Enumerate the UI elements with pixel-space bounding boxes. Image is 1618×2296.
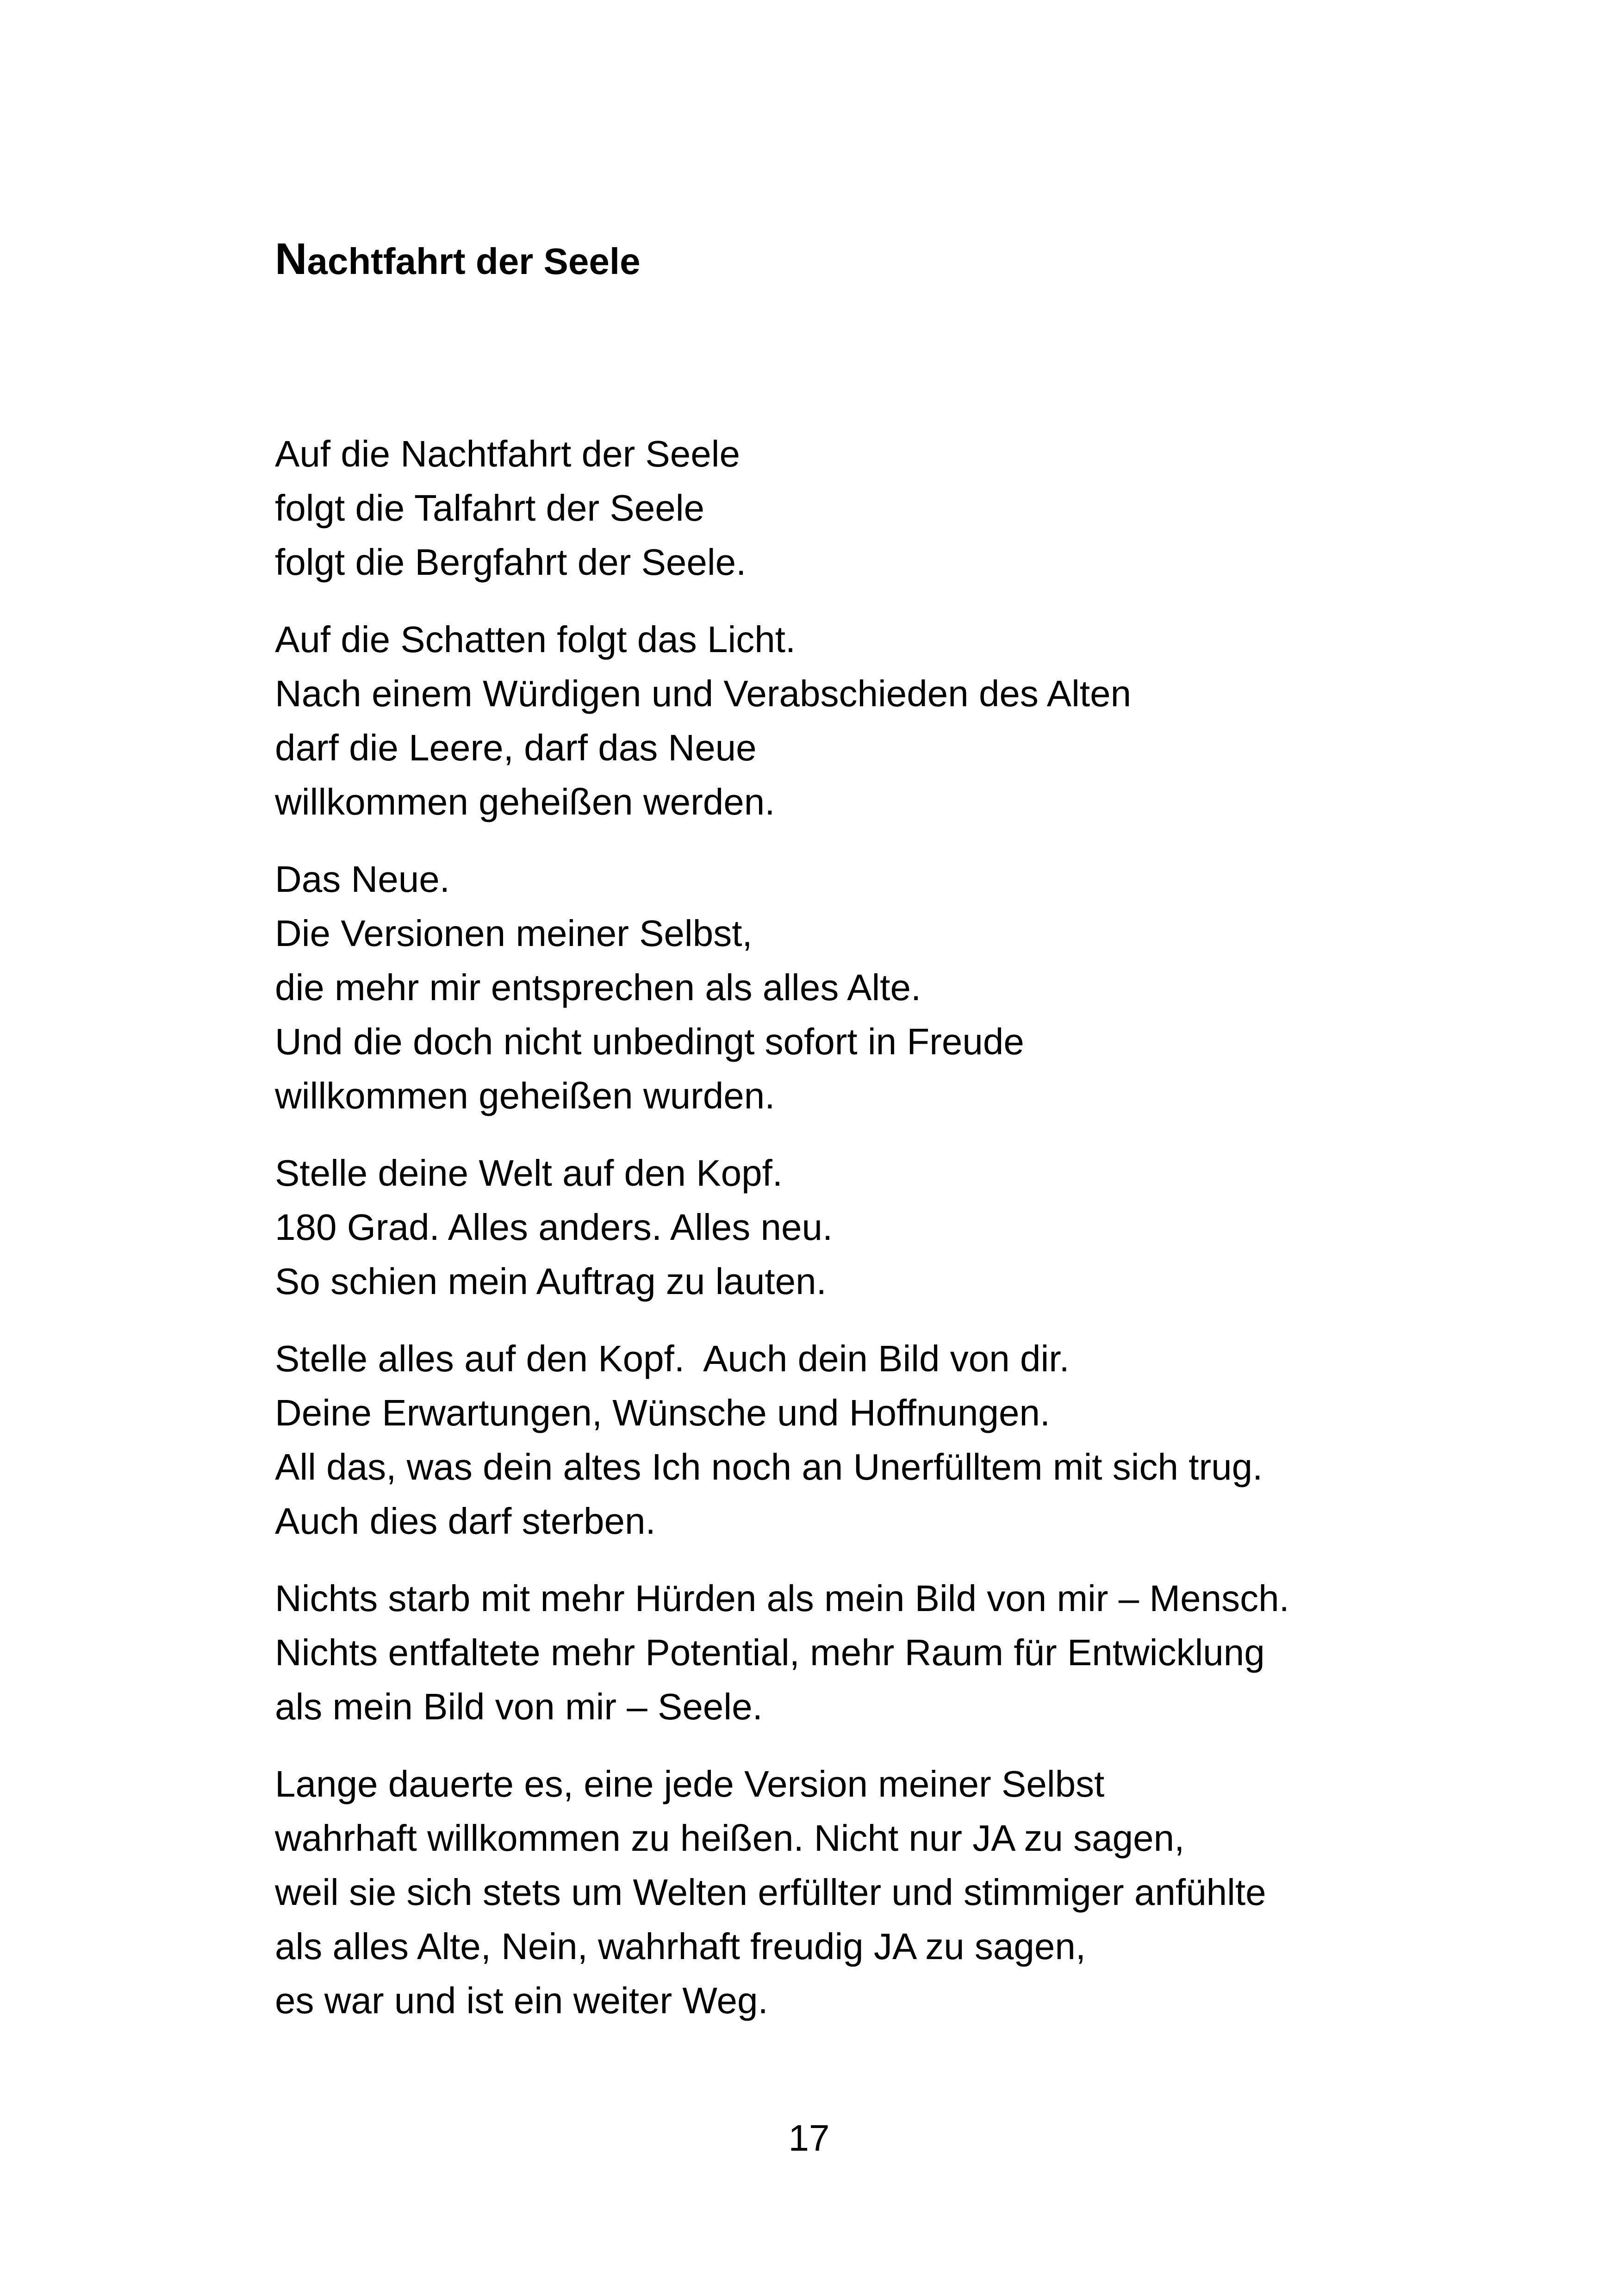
poem-line: Lange dauerte es, eine jede Version meiner Selbst <box>275 1763 1105 1804</box>
poem-line: Nichts entfaltete mehr Potential, mehr Raum für Entwicklung <box>275 1632 1265 1673</box>
poem-line: es war und ist ein weiter Weg. <box>275 1980 768 2021</box>
poem-line: Das Neue. <box>275 859 450 900</box>
poem-line: Auf die Nachtfahrt der Seele <box>275 433 741 474</box>
poem-line: All das, was dein altes Ich noch an Unerfülltem mit sich trug. <box>275 1446 1263 1487</box>
stanza-6 <box>275 1571 1525 1734</box>
poem-title-initial: N <box>275 234 307 284</box>
poem-title-rest: achtfahrt der Seele <box>307 241 641 282</box>
poem-body <box>275 427 1525 2051</box>
poem-line: Nichts starb mit mehr Hürden als mein Bild von mir – Mensch. <box>275 1578 1289 1619</box>
poem-line: Auf die Schatten folgt das Licht. <box>275 619 796 660</box>
stanza-3 <box>275 852 1525 1123</box>
poem-title <box>275 236 641 285</box>
poem-line: willkommen geheißen werden. <box>275 781 775 822</box>
stanza-1 <box>275 427 1525 589</box>
page-number: 17 <box>788 2117 830 2159</box>
poem-line: als mein Bild von mir – Seele. <box>275 1686 763 1727</box>
poem-line: Und die doch nicht unbedingt sofort in Freude <box>275 1021 1024 1062</box>
poem-line: Stelle deine Welt auf den Kopf. <box>275 1152 783 1194</box>
poem-line: darf die Leere, darf das Neue <box>275 727 757 768</box>
stanza-2 <box>275 612 1525 829</box>
poem-line: weil sie sich stets um Welten erfüllter und stimmiger anfühlte <box>275 1872 1266 1913</box>
poem-line: Nach einem Würdigen und Verabschieden des Alten <box>275 673 1132 714</box>
poem-line: die mehr mir entsprechen als alles Alte. <box>275 967 921 1008</box>
stanza-5 <box>275 1332 1525 1548</box>
poem-line: Auch dies darf sterben. <box>275 1500 656 1542</box>
poem-line: wahrhaft willkommen zu heißen. Nicht nur JA zu sagen, <box>275 1817 1185 1859</box>
poem-line: Stelle alles auf den Kopf. Auch dein Bild von dir. <box>275 1338 1070 1379</box>
stanza-7 <box>275 1757 1525 2028</box>
poem-line: folgt die Bergfahrt der Seele. <box>275 541 747 583</box>
poem-line: willkommen geheißen wurden. <box>275 1075 775 1116</box>
poem-line: Die Versionen meiner Selbst, <box>275 913 753 954</box>
poem-line: folgt die Talfahrt der Seele <box>275 487 705 529</box>
poem-line: Deine Erwartungen, Wünsche und Hoffnungen. <box>275 1392 1051 1433</box>
poem-line: So schien mein Auftrag zu lauten. <box>275 1261 827 1302</box>
poem-line: 180 Grad. Alles anders. Alles neu. <box>275 1207 833 1248</box>
poem-line: als alles Alte, Nein, wahrhaft freudig JA zu sagen, <box>275 1926 1086 1967</box>
stanza-4 <box>275 1146 1525 1308</box>
